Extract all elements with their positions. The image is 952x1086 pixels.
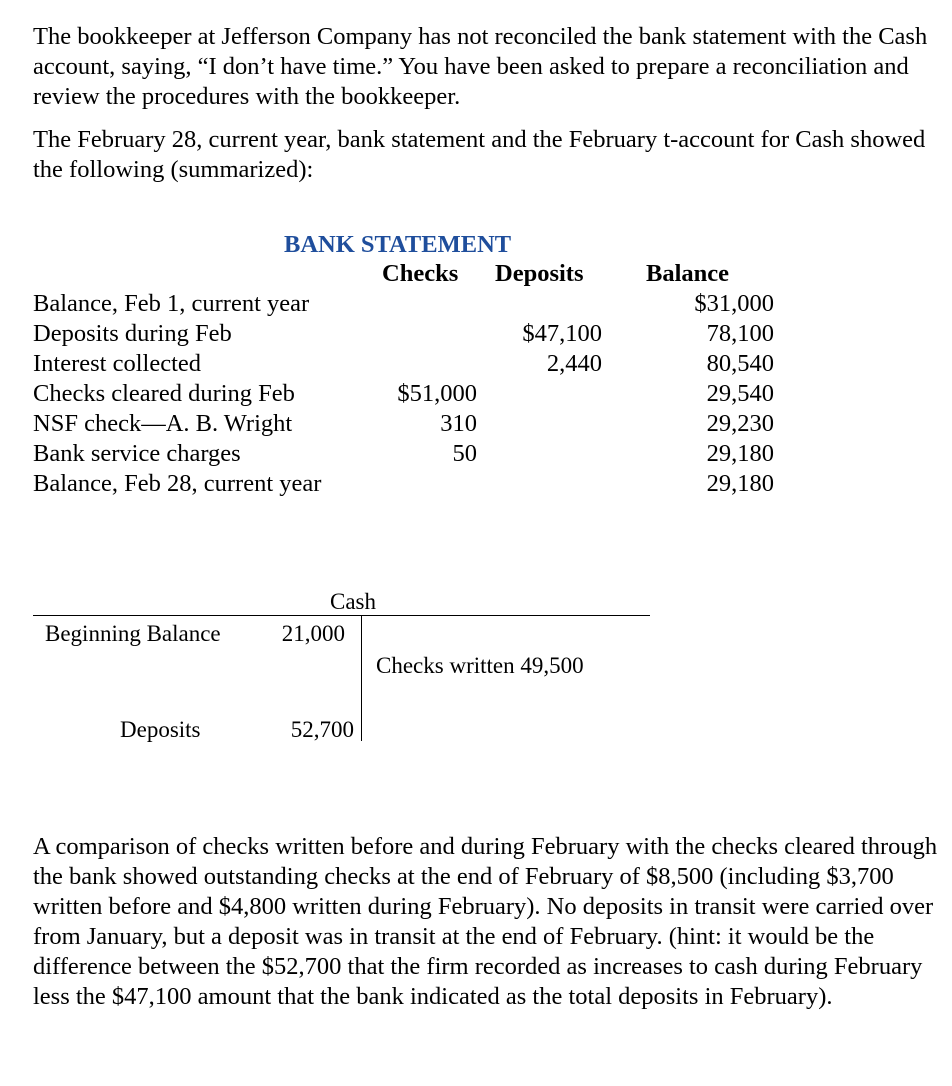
deposits-label: Deposits [120,717,201,742]
bank-row-balance: 29,540 [706,380,774,407]
beginning-balance-value: 21,000 [281,621,345,646]
bank-row-label: Balance, Feb 28, current year [33,470,322,497]
bank-row-label: Bank service charges [33,440,241,467]
balance-header: Balance [646,260,730,287]
beginning-balance-label: Beginning Balance [45,621,221,646]
deposits-value: 52,700 [290,717,354,742]
bank-statement-title: BANK STATEMENT [284,231,512,258]
bank-row-balance: 29,180 [706,470,774,497]
cash-account-title: Cash [330,589,376,614]
bank-row-label: NSF check—A. B. Wright [33,410,293,437]
bank-row-deposits: $47,100 [522,320,602,347]
bank-row-label: Balance, Feb 1, current year [33,290,310,317]
checks-header: Checks [382,260,459,287]
bank-row-balance: $31,000 [694,290,774,317]
bank-row-label: Checks cleared during Feb [33,380,295,407]
bank-row-label: Interest collected [33,350,202,377]
bank-row-checks: 50 [452,440,477,467]
checks-written-entry: Checks written 49,500 [376,653,584,678]
deposits-header: Deposits [495,260,584,287]
outro-paragraph: A comparison of checks written before and during February with the checks cleared through the bank showed outstanding checks at the end of February of $8,500 (including $3,700 written before and $4,800 written during February). No deposits in transit were carried over from January, but a deposit was in transit at the end of February. (hint: it would be the difference between the $52,700 that the firm recorded as increases to cash during February less the $47,100 amount that the bank indicated as the total deposits in February). [33,833,938,1010]
bank-row-balance: 29,230 [706,410,774,437]
intro-paragraph-1: The bookkeeper at Jefferson Company has not reconciled the bank statement with the Cash account, saying, “I don’t have time.” You have been asked to prepare a reconciliation and review the procedures with the bookkeeper. [33,23,928,110]
bank-row-balance: 80,540 [706,350,774,377]
bank-row-checks: 310 [440,410,477,437]
intro-paragraph-2: The February 28, current year, bank statement and the February t-account for Cash showed the following (summarized): [33,126,926,183]
bank-row-deposits: 2,440 [546,350,602,377]
bank-row-balance: 29,180 [706,440,774,467]
bank-row-label: Deposits during Feb [33,320,232,347]
bank-row-checks: $51,000 [397,380,477,407]
t-account-vertical-line [361,616,362,741]
bank-row-balance: 78,100 [706,320,774,347]
t-account-horizontal-line [33,615,650,616]
